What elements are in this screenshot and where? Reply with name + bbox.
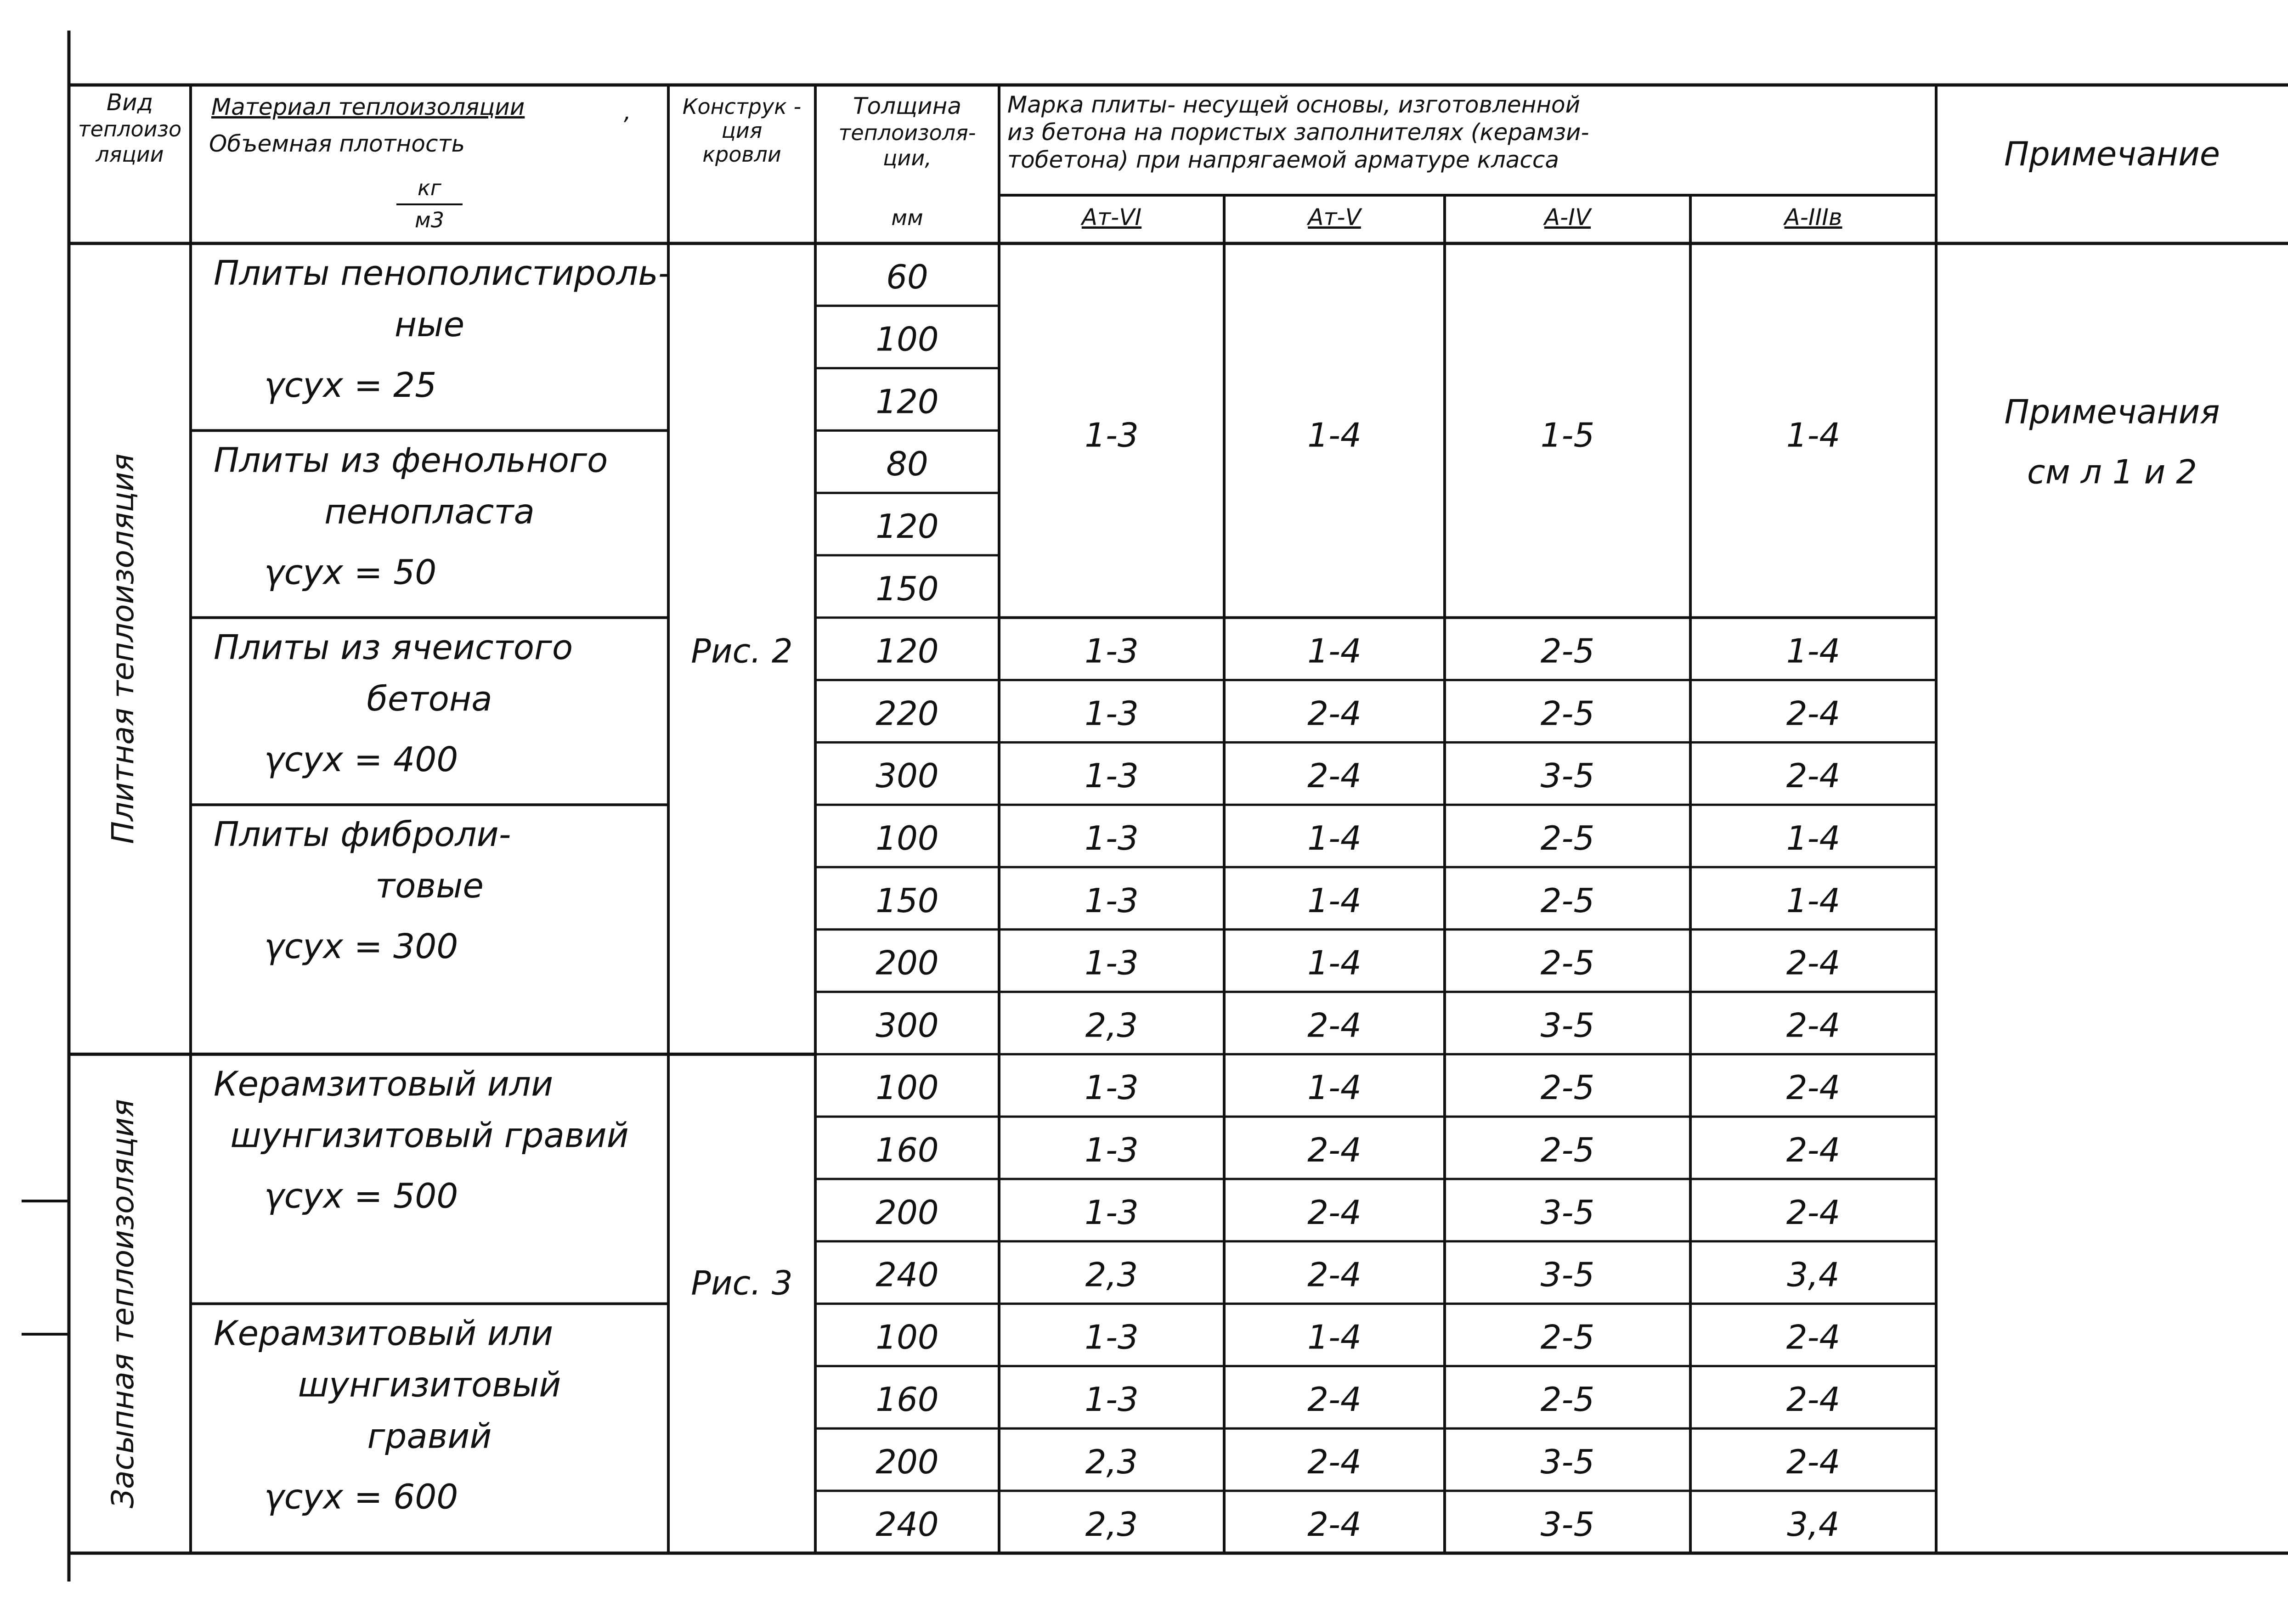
- class-value-cell: 2-4: [1786, 1130, 1841, 1169]
- thickness-cell: 100: [876, 1068, 939, 1107]
- material-density: γсух = 50: [264, 553, 437, 592]
- class-value-cell: 3,4: [1787, 1505, 1840, 1544]
- class-value-cell: 1-4: [1786, 881, 1841, 920]
- material-density: γсух = 600: [264, 1477, 458, 1517]
- class-value-cell: 2-5: [1540, 632, 1595, 671]
- class-value-cell: 2-4: [1307, 1006, 1362, 1045]
- header-konstr: ция: [721, 118, 763, 143]
- class-value-cell: 3-5: [1540, 1006, 1595, 1045]
- class-value-cell: 2-4: [1786, 943, 1841, 982]
- thickness-cell: 80: [886, 445, 928, 484]
- class-value-cell: 2-5: [1540, 1318, 1595, 1357]
- class-value-cell: 1-3: [1085, 943, 1139, 982]
- note-text: Примечания: [2004, 392, 2220, 431]
- thickness-cell: 240: [876, 1505, 939, 1544]
- material-name: Плиты из ячеистого: [214, 627, 573, 667]
- header-class: Ат-V: [1308, 204, 1361, 231]
- class-value-cell: 1-3: [1085, 694, 1139, 733]
- header-thickness: мм: [891, 205, 923, 230]
- class-value-cell: 3-5: [1540, 756, 1595, 795]
- konstr-label: Рис. 3: [691, 1263, 793, 1303]
- class-value-cell: 3-5: [1540, 1193, 1595, 1232]
- table-text: [78, 89, 2220, 1544]
- thickness-cell: 160: [876, 1380, 939, 1419]
- class-value-cell: 3-5: [1540, 1255, 1595, 1294]
- class-value-cell: 2,3: [1085, 1006, 1138, 1045]
- class-value-cell: 1-4: [1786, 416, 1841, 455]
- thickness-cell: 240: [876, 1255, 939, 1294]
- thickness-cell: 150: [876, 881, 939, 920]
- group-label: Засыпная теплоизоляция: [105, 1099, 141, 1509]
- material-name: товые: [375, 866, 484, 906]
- header-konstr: Конструк -: [682, 94, 802, 119]
- thickness-cell: 160: [876, 1130, 939, 1169]
- header-marka: тобетона) при напрягаемой арматуре класса: [1007, 147, 1559, 173]
- material-name: шунгизитовый: [298, 1365, 561, 1405]
- note-text: см л 1 и 2: [2027, 452, 2197, 491]
- class-value-cell: 1-3: [1085, 632, 1139, 671]
- header-marka: из бетона на пористых заполнителях (керамзи-: [1007, 119, 1589, 146]
- material-name: ные: [394, 305, 465, 344]
- thickness-cell: 300: [876, 1006, 939, 1045]
- material-density: γсух = 300: [264, 927, 458, 967]
- class-value-cell: 1-4: [1786, 632, 1841, 671]
- class-value-cell: 2-4: [1307, 1442, 1362, 1481]
- class-value-cell: 2-5: [1540, 818, 1595, 857]
- class-value-cell: 2-4: [1786, 1318, 1841, 1357]
- material-name: пенопласта: [324, 492, 535, 532]
- class-value-cell: 2-5: [1540, 881, 1595, 920]
- class-value-cell: 2-4: [1786, 1006, 1841, 1045]
- header-marka: Марка плиты- несущей основы, изготовленной: [1007, 91, 1581, 118]
- class-value-cell: 2,3: [1085, 1505, 1138, 1544]
- thickness-cell: 120: [876, 382, 939, 421]
- class-value-cell: 2-4: [1307, 1255, 1362, 1294]
- class-value-cell: 2-4: [1307, 694, 1362, 733]
- class-value-cell: 2-4: [1786, 694, 1841, 733]
- thickness-cell: 100: [876, 320, 939, 359]
- class-value-cell: 1-5: [1540, 416, 1595, 455]
- class-value-cell: 1-3: [1085, 1068, 1139, 1107]
- thickness-cell: 200: [876, 1193, 939, 1232]
- material-name: шунгизитовый гравий: [230, 1116, 629, 1156]
- class-value-cell: 2-4: [1786, 1193, 1841, 1232]
- header-thickness: теплоизоля-: [838, 120, 976, 145]
- class-value-cell: 2-4: [1786, 756, 1841, 795]
- class-value-cell: 2,3: [1085, 1442, 1138, 1481]
- class-value-cell: 1-3: [1085, 1130, 1139, 1169]
- thickness-cell: 100: [876, 1318, 939, 1357]
- class-value-cell: 2-4: [1786, 1380, 1841, 1419]
- thickness-cell: 150: [876, 569, 939, 608]
- material-name: бетона: [367, 679, 492, 719]
- header-unit: кг: [418, 175, 441, 200]
- class-value-cell: 1-4: [1307, 632, 1362, 671]
- class-value-cell: 3-5: [1540, 1505, 1595, 1544]
- header-type: теплоизо: [78, 117, 182, 141]
- class-value-cell: 3,4: [1787, 1255, 1840, 1294]
- header-konstr: кровли: [702, 142, 781, 167]
- header-material: Материал теплоизоляции: [211, 94, 525, 120]
- material-name: Керамзитовый или: [214, 1064, 554, 1104]
- thickness-cell: 220: [876, 694, 939, 733]
- thickness-cell: 60: [886, 257, 928, 296]
- class-value-cell: 1-3: [1085, 1193, 1139, 1232]
- header-type: Вид: [106, 89, 153, 116]
- class-value-cell: 1-3: [1085, 818, 1139, 857]
- class-value-cell: 1-4: [1307, 818, 1362, 857]
- thickness-cell: 200: [876, 943, 939, 982]
- material-density: γсух = 400: [264, 739, 458, 779]
- konstr-label: Рис. 2: [691, 632, 793, 671]
- class-value-cell: 2-4: [1307, 756, 1362, 795]
- header-thickness: Толщина: [853, 93, 962, 119]
- header-material: Объемная плотность: [209, 130, 465, 157]
- class-value-cell: 1-3: [1085, 1318, 1139, 1357]
- thickness-cell: 120: [876, 507, 939, 546]
- class-value-cell: 1-4: [1786, 818, 1841, 857]
- class-value-cell: 2-4: [1307, 1193, 1362, 1232]
- group-label: Плитная теплоизоляция: [105, 453, 141, 844]
- class-value-cell: 1-4: [1307, 1068, 1362, 1107]
- material-density: γсух = 25: [264, 366, 437, 405]
- thickness-cell: 100: [876, 818, 939, 857]
- class-value-cell: 2-4: [1307, 1130, 1362, 1169]
- class-value-cell: 1-3: [1085, 881, 1139, 920]
- class-value-cell: 2-5: [1540, 1130, 1595, 1169]
- class-value-cell: 1-3: [1085, 1380, 1139, 1419]
- header-class: А-IV: [1544, 204, 1591, 231]
- class-value-cell: 1-4: [1307, 943, 1362, 982]
- header-class: А-IIIв: [1784, 204, 1842, 231]
- class-value-cell: 2-4: [1307, 1505, 1362, 1544]
- header-class: Ат-VI: [1081, 204, 1142, 231]
- header-unit: м3: [415, 208, 444, 232]
- thickness-cell: 120: [876, 632, 939, 671]
- material-density: γсух = 500: [264, 1176, 458, 1216]
- class-value-cell: 2,3: [1085, 1255, 1138, 1294]
- class-value-cell: 2-5: [1540, 1380, 1595, 1419]
- class-value-cell: 1-4: [1307, 416, 1362, 455]
- class-value-cell: 1-3: [1085, 416, 1139, 455]
- class-value-cell: 2-5: [1540, 694, 1595, 733]
- material-name: гравий: [367, 1416, 492, 1456]
- class-value-cell: 2-5: [1540, 943, 1595, 982]
- header-note: Примечание: [2004, 135, 2220, 173]
- class-value-cell: 2-4: [1786, 1442, 1841, 1481]
- material-name: Плиты пенополистироль-: [214, 254, 671, 293]
- class-value-cell: 1-3: [1085, 756, 1139, 795]
- header-thickness: ции,: [883, 146, 932, 170]
- class-value-cell: 2-4: [1307, 1380, 1362, 1419]
- class-value-cell: 2-5: [1540, 1068, 1595, 1107]
- thickness-cell: 200: [876, 1442, 939, 1481]
- thickness-cell: 300: [876, 756, 939, 795]
- class-value-cell: 1-4: [1307, 1318, 1362, 1357]
- class-value-cell: 1-4: [1307, 881, 1362, 920]
- class-value-cell: 2-4: [1786, 1068, 1841, 1107]
- header-type: ляции: [96, 142, 164, 167]
- header-material: ,: [624, 98, 631, 125]
- class-value-cell: 3-5: [1540, 1442, 1595, 1481]
- material-name: Плиты фиброли-: [214, 815, 511, 855]
- material-name: Керамзитовый или: [214, 1314, 554, 1353]
- material-name: Плиты из фенольного: [214, 440, 608, 480]
